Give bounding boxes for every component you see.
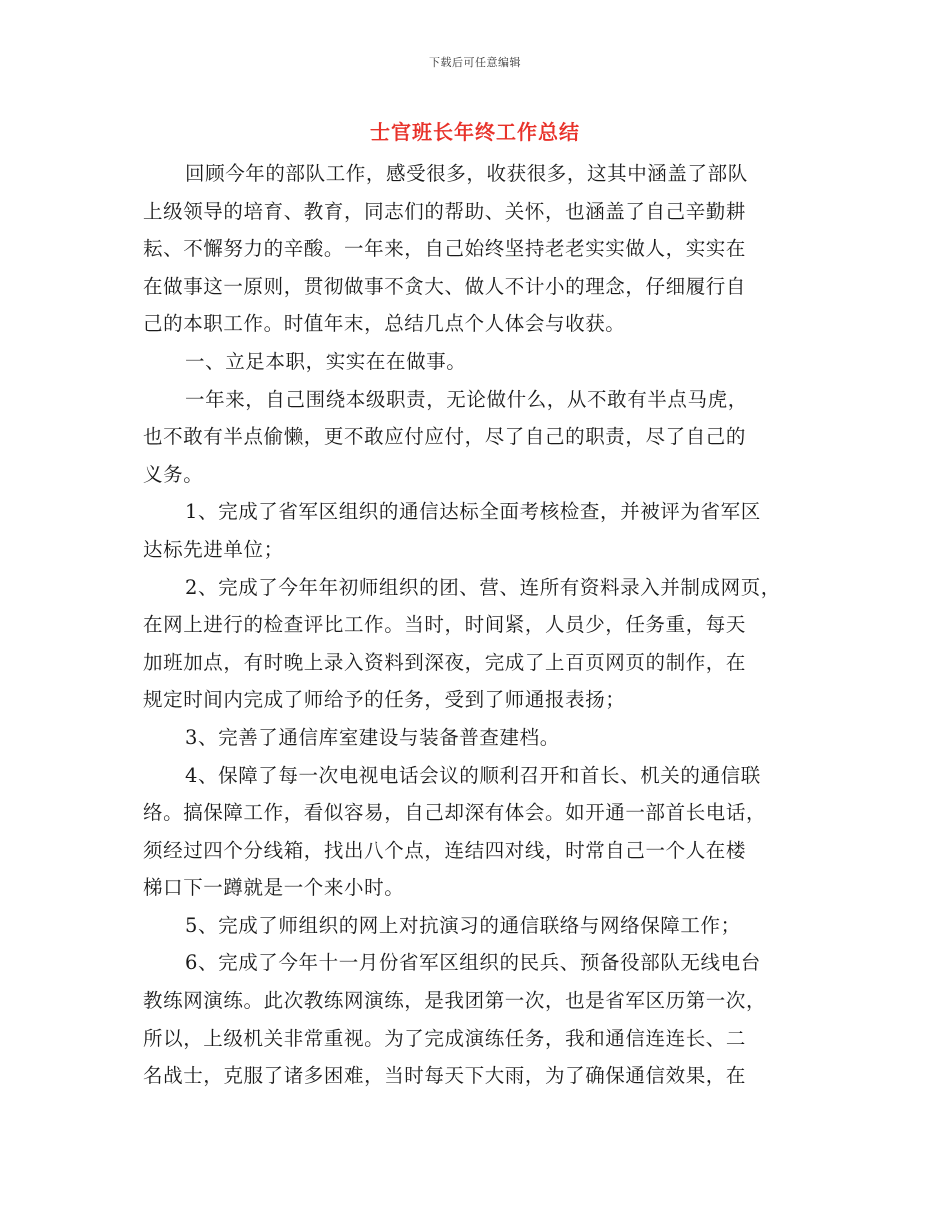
body-line: 一年来，自己围绕本级职责，无论做什么，从不敢有半点马虎， bbox=[185, 387, 748, 411]
list-item-line: 须经过四个分线箱，找出八个点，连结四对线，时常自己一个人在楼 bbox=[143, 838, 747, 862]
list-item-line: 加班加点，有时晚上录入资料到深夜，完成了上百页网页的制作，在 bbox=[143, 650, 747, 674]
page-header-note: 下载后可任意编辑 bbox=[429, 56, 521, 69]
list-item-line: 6、完成了今年十一月份省军区组织的民兵、预备役部队无线电台 bbox=[185, 951, 761, 975]
section-heading: 一、立足本职，实实在在做事。 bbox=[185, 349, 467, 373]
list-item-line: 名战士，克服了诸多困难，当时每天下大雨，为了确保通信效果，在 bbox=[143, 1064, 747, 1088]
body-line: 回顾今年的部队工作，感受很多，收获很多，这其中涵盖了部队 bbox=[185, 162, 748, 185]
list-item-line: 梯口下一蹲就是一个来小时。 bbox=[143, 876, 405, 900]
list-item-line: 5、完成了师组织的网上对抗演习的通信联络与网络保障工作； bbox=[185, 913, 741, 937]
body-line: 义务。 bbox=[143, 462, 204, 486]
document-body bbox=[143, 160, 809, 1100]
body-line: 上级领导的培育、教育，同志们的帮助、关怀，也涵盖了自己辛勤耕 bbox=[143, 199, 747, 223]
list-item-line: 所以，上级机关非常重视。为了完成演练任务，我和通信连连长、二 bbox=[143, 1026, 747, 1050]
list-item-line: 教练网演练。此次教练网演练，是我团第一次，也是省军区历第一次， bbox=[143, 989, 767, 1013]
body-line: 耘、不懈努力的辛酸。一年来，自己始终坚持老老实实做人，实实在 bbox=[143, 237, 747, 261]
list-item-line: 1、完成了省军区组织的通信达标全面考核检查，并被评为省军区 bbox=[185, 500, 761, 524]
list-item-line: 2、完成了今年年初师组织的团、营、连所有资料录入并制成网页， bbox=[185, 575, 781, 599]
list-item-line: 4、保障了每一次电视电话会议的顺利召开和首长、机关的通信联 bbox=[185, 763, 761, 787]
list-item-line: 达标先进单位； bbox=[143, 537, 284, 561]
list-item-line: 3、完善了通信库室建设与装备普查建档。 bbox=[185, 725, 560, 749]
list-item-line: 络。搞保障工作，看似容易，自己却深有体会。如开通一部首长电话， bbox=[143, 801, 767, 825]
body-line: 在做事这一原则，贯彻做事不贪大、做人不计小的理念，仔细履行自 bbox=[143, 274, 747, 298]
document-title: 士官班长年终工作总结 bbox=[370, 120, 580, 144]
list-item-line: 规定时间内完成了师给予的任务，受到了师通报表扬； bbox=[143, 688, 626, 712]
body-line: 己的本职工作。时值年末，总结几点个人体会与收获。 bbox=[143, 312, 626, 336]
list-item-line: 在网上进行的检查评比工作。当时，时间紧，人员少，任务重，每天 bbox=[143, 613, 747, 637]
body-line: 也不敢有半点偷懒，更不敢应付应付，尽了自己的职责，尽了自己的 bbox=[143, 425, 747, 449]
